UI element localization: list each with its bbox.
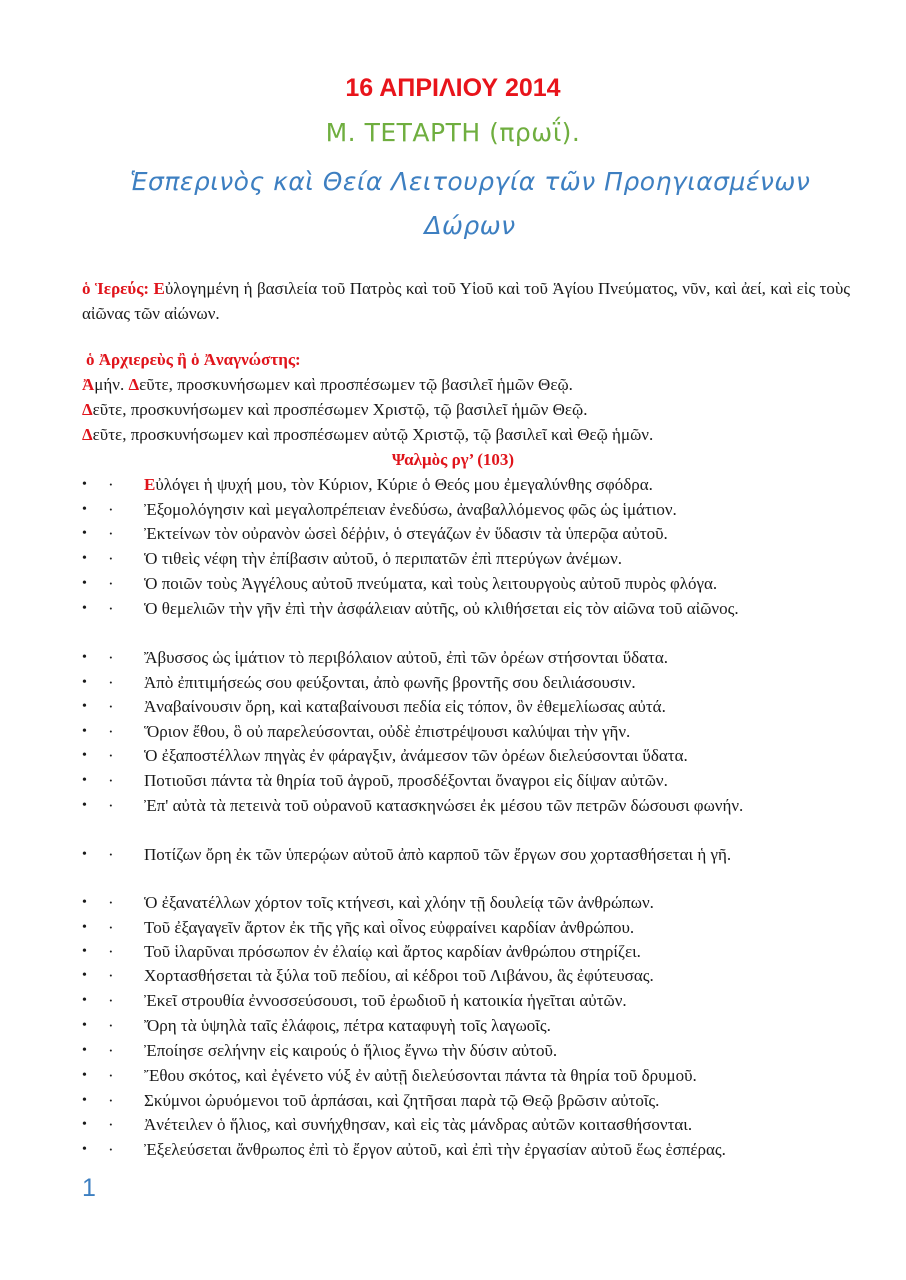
- bullet-icon: •: [82, 773, 87, 788]
- priest-initial: Ε: [153, 279, 165, 298]
- reader-line-1-extra-text: εῦτε, προσκυνήσωμεν καὶ προσπέσωμεν τῷ βασιλεῖ ἡμῶν Θεῷ.: [139, 375, 573, 394]
- bullet-icon: •: [82, 993, 87, 1008]
- verse-body: Ἀναβαίνουσιν ὄρη, καὶ καταβαίνουσι πεδία εἰς τόπον, ὃν ἐθεμελίωσας αὐτά.: [144, 697, 666, 716]
- verse-text: [82, 1039, 850, 1063]
- bullet-icon: •: [82, 526, 87, 541]
- psalm-verse: [82, 769, 850, 793]
- psalm-verse: [82, 891, 850, 915]
- bullet-icon: •: [82, 1043, 87, 1058]
- verse-text: [82, 843, 850, 867]
- bullet-icon: •: [82, 1093, 87, 1108]
- verse-dot: ·: [108, 966, 114, 985]
- verse-dot: ·: [108, 771, 114, 790]
- psalm-verse: [82, 1039, 850, 1063]
- bullet-icon: •: [82, 551, 87, 566]
- psalm-verse: [82, 1113, 850, 1137]
- verse-text: [82, 473, 850, 497]
- date-heading: 16 ΑΠΡΙΛΙΟΥ 2014: [345, 74, 561, 102]
- bullet-icon: •: [82, 502, 87, 517]
- reader-line-3-initial: Δ: [82, 425, 93, 444]
- reader-line-2-initial: Δ: [82, 400, 93, 419]
- verse-text: [82, 891, 850, 915]
- psalm-verse: [82, 597, 850, 621]
- verse-text: [82, 769, 850, 793]
- bullet-icon: •: [82, 576, 87, 591]
- psalm-verse: [82, 1064, 850, 1088]
- verse-body: Ἐκεῖ στρουθία ἐννοσσεύσουσι, τοῦ ἐρωδιοῦ ἡ κατοικία ἡγεῖται αὐτῶν.: [144, 991, 627, 1010]
- bullet-icon: •: [82, 675, 87, 690]
- psalm-verse: [82, 964, 850, 988]
- verse-text: [82, 794, 850, 818]
- verse-body: Ὁ ποιῶν τοὺς Ἀγγέλους αὐτοῦ πνεύματα, καὶ τοὺς λειτουργοὺς αὐτοῦ πυρὸς φλόγα.: [144, 574, 718, 593]
- psalm-verse: [82, 671, 850, 695]
- reader-line-2-text: εῦτε, προσκυνήσωμεν καὶ προσπέσωμεν Χριστῷ, τῷ βασιλεῖ ἡμῶν Θεῷ.: [92, 400, 588, 419]
- reader-line-2: [82, 400, 587, 420]
- priest-role-label: ὁ Ἱερεύς:: [82, 279, 150, 298]
- verse-body: Ἔθου σκότος, καὶ ἐγένετο νύξ ἐν αὐτῇ διελεύσονται πάντα τὰ θηρία τοῦ δρυμοῦ.: [144, 1066, 697, 1085]
- reader-role-label: ὁ Ἀρχιερεὺς ἢ ὁ Ἀναγνώστης:: [86, 350, 301, 369]
- verse-body: Ὄρη τὰ ὑψηλὰ ταῖς ἐλάφοις, πέτρα καταφυγὴ τοῖς λαγωοῖς.: [144, 1016, 551, 1035]
- verse-initial: Ε: [144, 475, 156, 494]
- verse-dot: ·: [108, 1091, 114, 1110]
- verse-text: [82, 1113, 850, 1137]
- verse-dot: ·: [108, 500, 114, 519]
- verse-body: Ἐξομολόγησιν καὶ μεγαλοπρέπειαν ἐνεδύσω, ἀναβαλλόμενος φῶς ὡς ἱμάτιον.: [144, 500, 677, 519]
- verse-text: [82, 522, 850, 546]
- psalm-verse: [82, 794, 850, 818]
- psalm-verse: [82, 1089, 850, 1113]
- verse-body: Ποτίζων ὄρη ἐκ τῶν ὑπερῴων αὐτοῦ ἀπὸ καρποῦ τῶν ἔργων σου χορτασθήσεται ἡ γῆ.: [144, 845, 732, 864]
- psalm-verse: [82, 720, 850, 744]
- priest-text: ὐλογημένη ἡ βασιλεία τοῦ Πατρὸς καὶ τοῦ Υἱοῦ καὶ τοῦ Ἁγίου Πνεύματος, νῦν, καὶ ἀεί, καὶ εἰς τοὺς αἰῶνας τῶν αἰώνων.: [82, 279, 850, 323]
- verse-dot: ·: [108, 1016, 114, 1035]
- verse-dot: ·: [108, 1041, 114, 1060]
- verse-text: [82, 1014, 850, 1038]
- verse-text: [82, 572, 850, 596]
- psalm-verse: [82, 547, 850, 571]
- psalm-verse: [82, 1014, 850, 1038]
- psalm-verse: [82, 989, 850, 1013]
- page-number: 1: [82, 1174, 96, 1202]
- bullet-icon: •: [82, 968, 87, 983]
- verse-body: Ἀνέτειλεν ὁ ἥλιος, καὶ συνήχθησαν, καὶ εἰς τὰς μάνδρας αὐτῶν κοιτασθήσονται.: [144, 1115, 693, 1134]
- reader-line-1-extra-initial: Δ: [128, 375, 140, 394]
- verse-text: [82, 1089, 850, 1113]
- verse-text: [82, 744, 850, 768]
- verse-text: [82, 720, 850, 744]
- verse-body: Ὁ ἐξαποστέλλων πηγὰς ἐν φάραγξιν, ἀνάμεσον τῶν ὀρέων διελεύσονται ὕδατα.: [144, 746, 688, 765]
- psalm-verse: [82, 695, 850, 719]
- verse-body: Ὅριον ἔθου, ὃ οὐ παρελεύσονται, οὐδὲ ἐπιστρέψουσι καλύψαι τὴν γῆν.: [144, 722, 631, 741]
- service-title: Ἑσπερινὸς καὶ Θεία Λειτουργία τῶν Προηγιασμένων Δώρων: [129, 167, 811, 240]
- psalm-verse: [82, 572, 850, 596]
- verse-dot: ·: [108, 1115, 114, 1134]
- verse-text: [82, 916, 850, 940]
- verse-text: [82, 1138, 850, 1162]
- reader-line-1-text: μήν.: [94, 375, 129, 394]
- verse-dot: ·: [108, 746, 114, 765]
- bullet-icon: •: [82, 748, 87, 763]
- verse-body: Ὁ θεμελιῶν τὴν γῆν ἐπὶ τὴν ἀσφάλειαν αὐτῆς, οὐ κλιθήσεται εἰς τὸν αἰῶνα τοῦ αἰῶνος.: [144, 599, 739, 618]
- psalm-verse: [82, 843, 850, 867]
- verse-body: Ποτιοῦσι πάντα τὰ θηρία τοῦ ἀγροῦ, προσδέξονται ὄναγροι εἰς δίψαν αὐτῶν.: [144, 771, 668, 790]
- verse-dot: ·: [108, 549, 114, 568]
- verse-text: [82, 597, 850, 621]
- reader-line-3-text: εῦτε, προσκυνήσωμεν καὶ προσπέσωμεν αὐτῷ Χριστῷ, τῷ βασιλεῖ καὶ Θεῷ ἡμῶν.: [92, 425, 654, 444]
- verse-body: Ἐποίησε σελήνην εἰς καιρούς ὁ ἥλιος ἔγνω τὴν δύσιν αὐτοῦ.: [144, 1041, 558, 1060]
- verse-dot: ·: [108, 673, 114, 692]
- verse-dot: ·: [108, 1140, 114, 1159]
- verse-dot: ·: [108, 722, 114, 741]
- verse-dot: ·: [108, 524, 114, 543]
- psalm-verse: [82, 522, 850, 546]
- verse-body: Ἐκτείνων τὸν οὐρανὸν ὡσεὶ δέῤῥιν, ὁ στεγάζων ἐν ὕδασιν τὰ ὑπερῷα αὐτοῦ.: [144, 524, 668, 543]
- verse-dot: ·: [108, 574, 114, 593]
- verse-dot: ·: [108, 796, 114, 815]
- verse-dot: ·: [108, 1066, 114, 1085]
- verse-text: [82, 498, 850, 522]
- reader-line-1: [82, 375, 573, 395]
- bullet-icon: •: [82, 847, 87, 862]
- psalm-verse: [82, 1138, 850, 1162]
- bullet-icon: •: [82, 724, 87, 739]
- verse-dot: ·: [108, 991, 114, 1010]
- reader-line-3: [82, 425, 653, 445]
- day-heading: Μ. ΤΕΤΑΡΤΗ (πρωΐ).: [325, 118, 581, 147]
- verse-body: Τοῦ ἱλαρῦναι πρόσωπον ἐν ἐλαίῳ καὶ ἄρτος καρδίαν ἀνθρώπου στηρίζει.: [144, 942, 641, 961]
- bullet-icon: •: [82, 1142, 87, 1157]
- verse-dot: ·: [108, 599, 114, 618]
- verse-text: [82, 646, 850, 670]
- bullet-icon: •: [82, 1068, 87, 1083]
- verse-text: [82, 695, 850, 719]
- reader-line-1-initial: Ἀ: [82, 375, 95, 394]
- verse-body: Ὁ ἐξανατέλλων χόρτον τοῖς κτήνεσι, καὶ χλόην τῇ δουλείᾳ τῶν ἀνθρώπων.: [144, 893, 654, 912]
- bullet-icon: •: [82, 895, 87, 910]
- verse-text: [82, 964, 850, 988]
- verse-body: Ὁ τιθεὶς νέφη τὴν ἐπίβασιν αὐτοῦ, ὁ περιπατῶν ἐπὶ πτερύγων ἀνέμων.: [144, 549, 623, 568]
- verse-body: Σκύμνοι ὠρυόμενοι τοῦ ἁρπάσαι, καὶ ζητῆσαι παρὰ τῷ Θεῷ βρῶσιν αὐτοῖς.: [144, 1091, 660, 1110]
- psalm-verse: [82, 744, 850, 768]
- verse-dot: ·: [108, 942, 114, 961]
- psalm-verse: [82, 498, 850, 522]
- bullet-icon: •: [82, 1117, 87, 1132]
- verse-dot: ·: [108, 648, 114, 667]
- verse-dot: ·: [108, 475, 114, 494]
- verse-text: [82, 547, 850, 571]
- verse-text: [82, 940, 850, 964]
- bullet-icon: •: [82, 944, 87, 959]
- bullet-icon: •: [82, 798, 87, 813]
- verse-body: Ἐπ' αὐτὰ τὰ πετεινὰ τοῦ οὐρανοῦ κατασκηνώσει ἐκ μέσου τῶν πετρῶν δώσουσι φωνήν.: [144, 796, 744, 815]
- psalm-verse: [82, 473, 850, 497]
- verse-body: Ἐξελεύσεται ἄνθρωπος ἐπὶ τὸ ἔργον αὐτοῦ, καὶ ἐπὶ τὴν ἐργασίαν αὐτοῦ ἕως ἑσπέρας.: [144, 1140, 726, 1159]
- verse-text: [82, 671, 850, 695]
- verse-text: [82, 1064, 850, 1088]
- verse-dot: ·: [108, 893, 114, 912]
- verse-body: Ἄβυσσος ὡς ἱμάτιον τὸ περιβόλαιον αὐτοῦ, ἐπὶ τῶν ὀρέων στήσονται ὕδατα.: [144, 648, 669, 667]
- bullet-icon: •: [82, 1018, 87, 1033]
- bullet-icon: •: [82, 601, 87, 616]
- verse-body: Χορτασθήσεται τὰ ξύλα τοῦ πεδίου, αἱ κέδροι τοῦ Λιβάνου, ἃς ἐφύτευσας.: [144, 966, 654, 985]
- verse-body: ὐλόγει ἡ ψυχή μου, τὸν Κύριον, Κύριε ὁ Θεός μου ἐμεγαλύνθης σφόδρα.: [155, 475, 653, 494]
- verse-body: Ἀπὸ ἐπιτιμήσεώς σου φεύξονται, ἀπὸ φωνῆς βροντῆς σου δειλιάσουσιν.: [144, 673, 636, 692]
- priest-intro: [82, 276, 850, 326]
- verse-dot: ·: [108, 697, 114, 716]
- psalm-title: Ψαλμὸς ργ’ (103): [391, 450, 515, 469]
- verse-dot: ·: [108, 845, 114, 864]
- psalm-verse: [82, 916, 850, 940]
- bullet-icon: •: [82, 477, 87, 492]
- bullet-icon: •: [82, 699, 87, 714]
- psalm-verse: [82, 646, 850, 670]
- verse-text: [82, 989, 850, 1013]
- verse-dot: ·: [108, 918, 114, 937]
- bullet-icon: •: [82, 920, 87, 935]
- bullet-icon: •: [82, 650, 87, 665]
- verse-body: Τοῦ ἐξαγαγεῖν ἄρτον ἐκ τῆς γῆς καὶ οἶνος εὐφραίνει καρδίαν ἀνθρώπου.: [144, 918, 635, 937]
- psalm-verse: [82, 940, 850, 964]
